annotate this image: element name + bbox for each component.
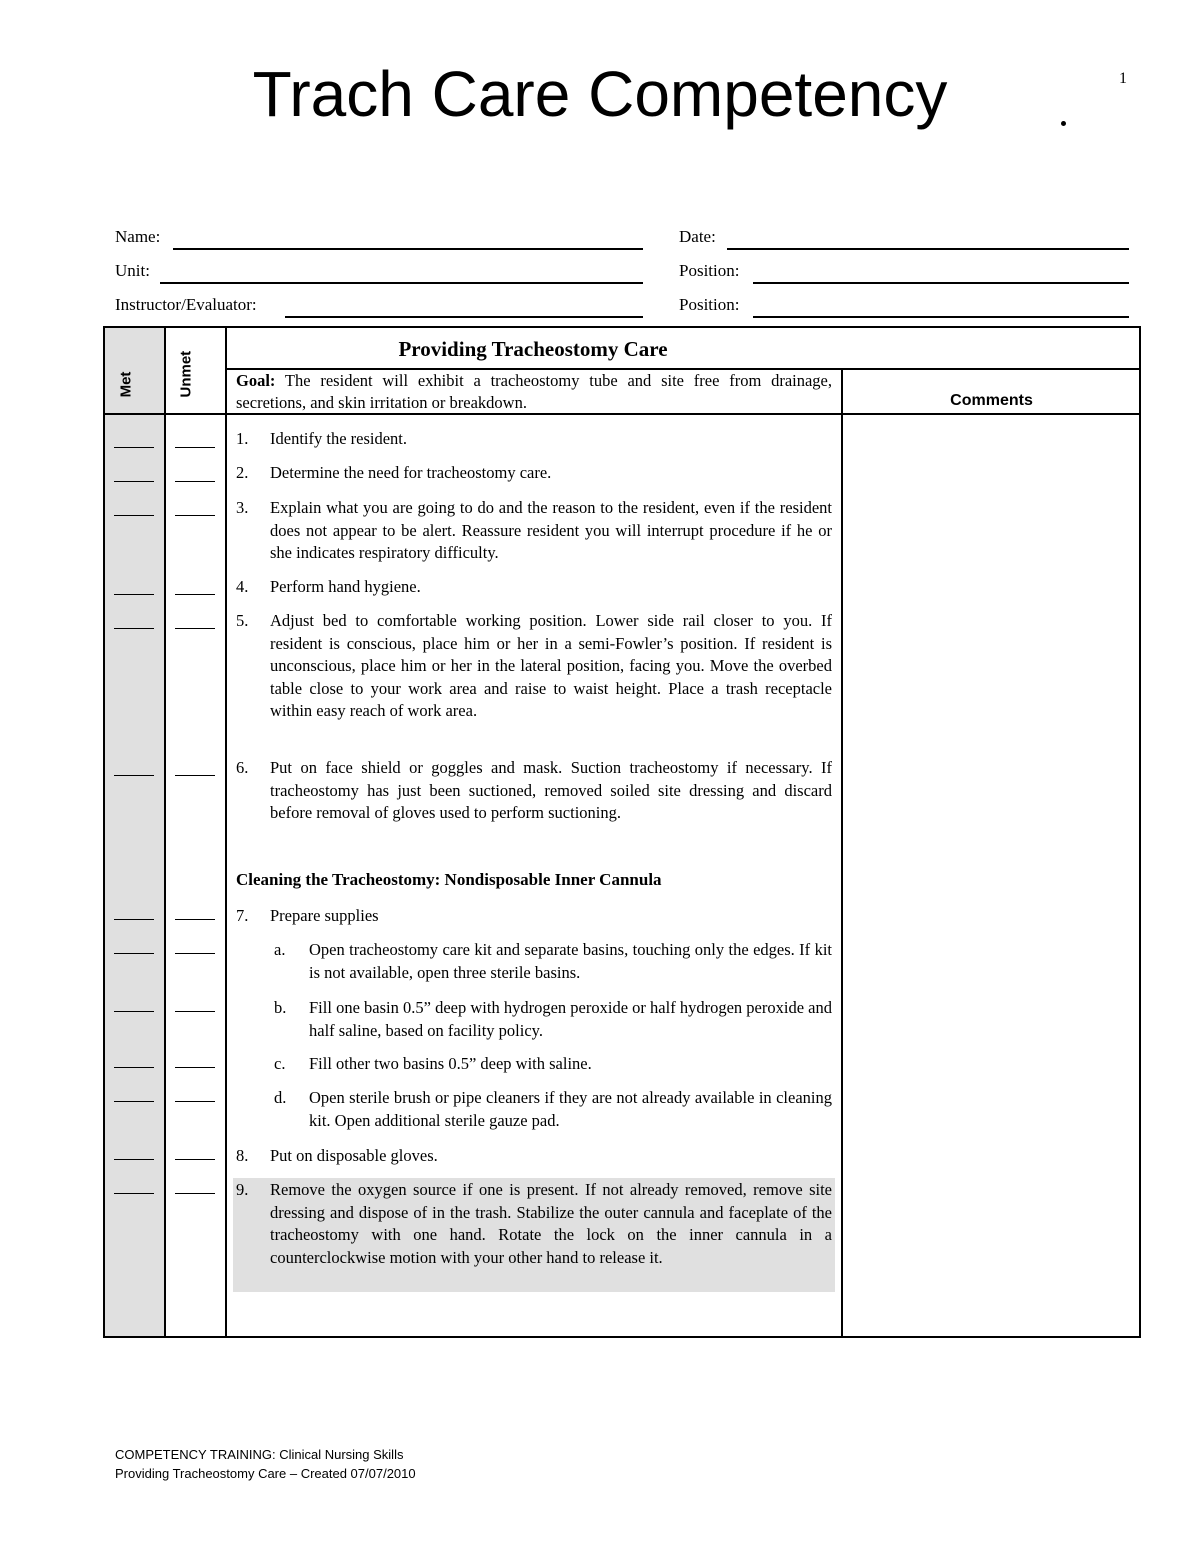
position-line-2 [753,316,1129,318]
met-blank[interactable] [114,1159,154,1160]
unmet-header: Unmet [177,350,195,398]
substep-text: Open sterile brush or pipe cleaners if they are not already available in cleaning kit. Open additional sterile gauze pad. [309,1088,832,1130]
date-line [727,248,1129,250]
stray-dot [1061,121,1066,126]
unmet-blank[interactable] [175,594,215,595]
position-label-2: Position: [679,295,740,314]
step-number: 9. [236,1180,249,1199]
substep-text: Open tracheostomy care kit and separate basins, touching only the edges. If kit is not available, open three sterile basins. [309,940,832,982]
met-blank[interactable] [114,481,154,482]
unmet-blank[interactable] [175,481,215,482]
met-blank[interactable] [114,775,154,776]
unmet-blank[interactable] [175,447,215,448]
step-text: Explain what you are going to do and the reason to the resident, even if the resident does not appear to be alert. Reassure resident you will interrupt procedure if he or she indicates respiratory difficulty. [270,498,832,562]
step-number: 4. [236,577,249,596]
footer-line-2: Providing Tracheostomy Care – Created 07/07/2010 [115,1466,416,1481]
unmet-blank[interactable] [175,919,215,920]
instructor-field[interactable] [115,294,257,316]
step-number: 3. [236,498,249,517]
subsection-title: Cleaning the Tracheostomy: Nondisposable Inner Cannula [236,870,662,889]
footer-line-1: COMPETENCY TRAINING: Clinical Nursing Skills [115,1447,404,1462]
step-text: Adjust bed to comfortable working position. Lower side rail closer to you. If resident is conscious, place him or her in a semi-Fowler’s position. If resident is unconscious, place him or her in the lateral position, facing you. Move the overbed table close to your work area and raise to waist height. Place a trash receptacle within easy reach of work area. [270,611,832,720]
position-label-1: Position: [679,261,740,280]
met-header: Met [117,371,135,398]
met-blank[interactable] [114,953,154,954]
unmet-blank[interactable] [175,515,215,516]
met-blank[interactable] [114,1101,154,1102]
page-title: Trach Care Competency [252,58,948,130]
date-field[interactable] [679,226,716,248]
divider-unmet-steps [225,327,227,1337]
unmet-blank[interactable] [175,1101,215,1102]
step-text: Remove the oxygen source if one is present. If not already removed, remove site dressing and dispose of in the trash. Stabilize the outer cannula and faceplate of the tracheostomy with one hand. Rotate the lock on the inner cannula in a counterclockwise motion with your other hand to release it. [270,1180,832,1267]
position-line-1 [753,282,1129,284]
position-field-1[interactable] [679,260,739,282]
step-text: Prepare supplies [270,906,379,925]
unmet-blank[interactable] [175,775,215,776]
date-label: Date: [679,227,716,246]
step-text: Perform hand hygiene. [270,577,421,596]
unit-field[interactable] [115,260,150,282]
substep-letter: c. [274,1054,286,1073]
met-blank[interactable] [114,628,154,629]
met-blank[interactable] [114,1011,154,1012]
unmet-blank[interactable] [175,953,215,954]
step-number: 6. [236,758,249,777]
goal-label: Goal: [236,371,276,390]
step-text: Determine the need for tracheostomy care. [270,463,552,482]
unit-label: Unit: [115,261,150,280]
met-blank[interactable] [114,594,154,595]
unmet-blank[interactable] [175,1193,215,1194]
step-number: 5. [236,611,249,630]
met-blank[interactable] [114,919,154,920]
step-text: Put on face shield or goggles and mask. Suction tracheostomy if necessary. If tracheostomy has just been suctioned, removed soiled site dressing and discard before removal of gloves used to perform suctioning. [270,758,832,822]
step-number: 2. [236,463,249,482]
unmet-blank[interactable] [175,1159,215,1160]
unit-line [160,282,643,284]
step-number: 1. [236,429,249,448]
substep-letter: d. [274,1088,287,1107]
substep-text: Fill one basin 0.5” deep with hydrogen peroxide or half hydrogen peroxide and half saline, based on facility policy. [309,998,832,1040]
met-blank[interactable] [114,1067,154,1068]
met-blank[interactable] [114,447,154,448]
unmet-blank[interactable] [175,1067,215,1068]
step-number: 8. [236,1146,249,1165]
substep-text: Fill other two basins 0.5” deep with saline. [309,1054,592,1073]
name-line [173,248,643,250]
step-text: Put on disposable gloves. [270,1146,438,1165]
step-number: 7. [236,906,249,925]
step-text: Identify the resident. [270,429,407,448]
unmet-blank[interactable] [175,1011,215,1012]
instructor-line [285,316,643,318]
section-title: Providing Tracheostomy Care [398,337,668,361]
divider-met-unmet [164,327,166,1337]
name-label: Name: [115,227,161,246]
divider-steps-comments [841,368,843,1337]
goal-text [236,370,832,414]
page-number: 1 [1119,70,1127,87]
position-field-2[interactable] [679,294,739,316]
goal-body: The resident will exhibit a tracheostomy tube and site free from drainage, secretions, and skin irritation or breakdown. [236,371,832,412]
name-field[interactable] [115,226,160,248]
unmet-blank[interactable] [175,628,215,629]
substep-letter: b. [274,998,287,1017]
met-blank[interactable] [114,1193,154,1194]
comments-header: Comments [950,392,1033,409]
instructor-label: Instructor/Evaluator: [115,295,257,314]
met-blank[interactable] [114,515,154,516]
substep-letter: a. [274,940,286,959]
